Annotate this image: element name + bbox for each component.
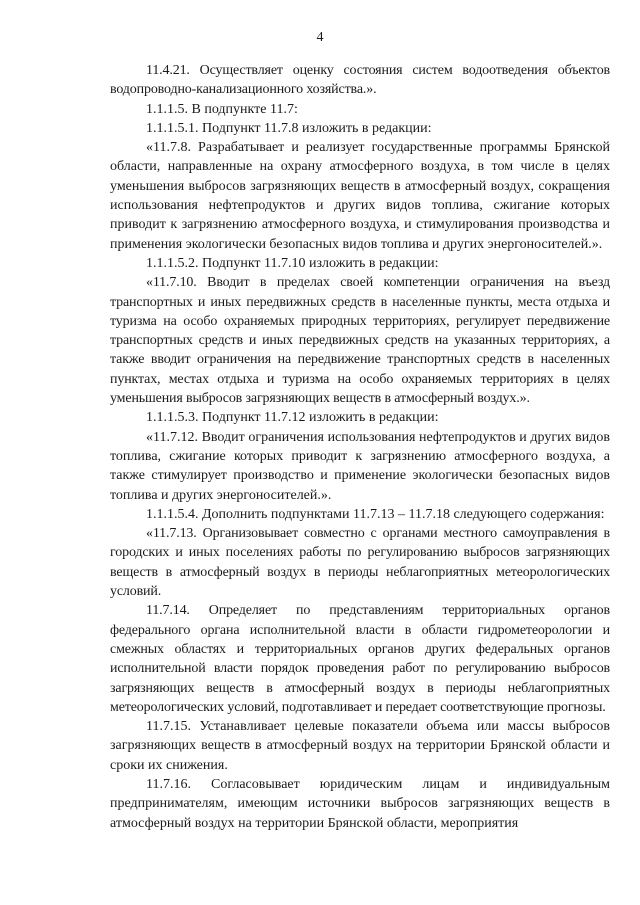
paragraph-1-1-1-5-3: 1.1.1.5.3. Подпункт 11.7.12 изложить в редакции: (146, 410, 439, 426)
paragraph-11-7-13: «11.7.13. Организовывает совместно с органами местного самоуправления в городских и иных поселениях работы по регулированию выбросов загрязняющих веществ в атмосферный воздух в периоды неблагоприятных метеорологических условий. (110, 526, 610, 600)
paragraph-11-7-14: 11.7.14. Определяет по представлениям территориальных органов федерального органа исполнительной власти в области гидрометеорологии и смежных областях и территориальных органов других федеральных органов исполнительной власти порядок проведения работ по регулированию выбросов загрязняющих веществ в атмосферный воздух в периоды неблагоприятных метеорологических условий, подготавливает и передает соответствующие прогнозы. (110, 603, 610, 715)
paragraph-1-1-1-5-4: 1.1.1.5.4. Дополнить подпунктами 11.7.13 – 11.7.18 следующего содержания: (146, 506, 605, 522)
paragraph-11-7-15: 11.7.15. Устанавливает целевые показатели объема или массы выбросов загрязняющих веществ в атмосферный воздух на территории Брянской области и сроки их снижения. (110, 719, 610, 773)
paragraph-11-7-10: «11.7.10. Вводит в пределах своей компетенции ограничения на въезд транспортных и иных передвижных средств в населенные пункты, места отдыха и туризма на особо охраняемых природных территориях, регулирует передвижение транспортных средств и иных передвижных средств на указанных территориях, а также вводит ограничения на передвижение транспортных средств в населенных пунктах, местах отдыха и туризма на особо охраняемых территориях в целях уменьшения выбросов загрязняющих веществ в атмосферный воздух.». (110, 275, 610, 407)
paragraph-1-1-1-5-2: 1.1.1.5.2. Подпункт 11.7.10 изложить в редакции: (146, 255, 439, 271)
paragraph-11-7-16: 11.7.16. Согласовывает юридическим лицам и индивидуальным предпринимателям, имеющим источники выбросов загрязняющих веществ в атмосферный воздух на территории Брянской области, мероприятия (110, 776, 610, 831)
paragraph-11-7-12: «11.7.12. Вводит ограничения использования нефтепродуктов и других видов топлива, сжигание которых приводит к загрязнению атмосферного воздуха, а также стимулирует производство и применение экологически безопасных видов топлива и других энергоносителей.». (110, 429, 610, 503)
paragraph-1-1-1-5-1: 1.1.1.5.1. Подпункт 11.7.8 изложить в редакции: (146, 120, 432, 136)
document-body (110, 61, 610, 833)
paragraph-11-7-8: «11.7.8. Разрабатывает и реализует государственные программы Брянской области, направленные на охрану атмосферного воздуха, в том числе в целях уменьшения выбросов загрязняющих веществ в атмосферный воздух, сокращения использования нефтепродуктов и других видов топлива, сжигание которых приводит к загрязнению атмосферного воздуха, и стимулирования производства и применения экологически безопасных видов топлива и других энергоносителей.». (110, 140, 610, 252)
page-number: 4 (316, 30, 324, 45)
paragraph-1-1-1-5: 1.1.1.5. В подпункте 11.7: (146, 101, 298, 117)
paragraph-11-4-21: 11.4.21. Осуществляет оценку состояния систем водоотведения объектов водопроводно-канализационного хозяйства.». (110, 63, 610, 98)
